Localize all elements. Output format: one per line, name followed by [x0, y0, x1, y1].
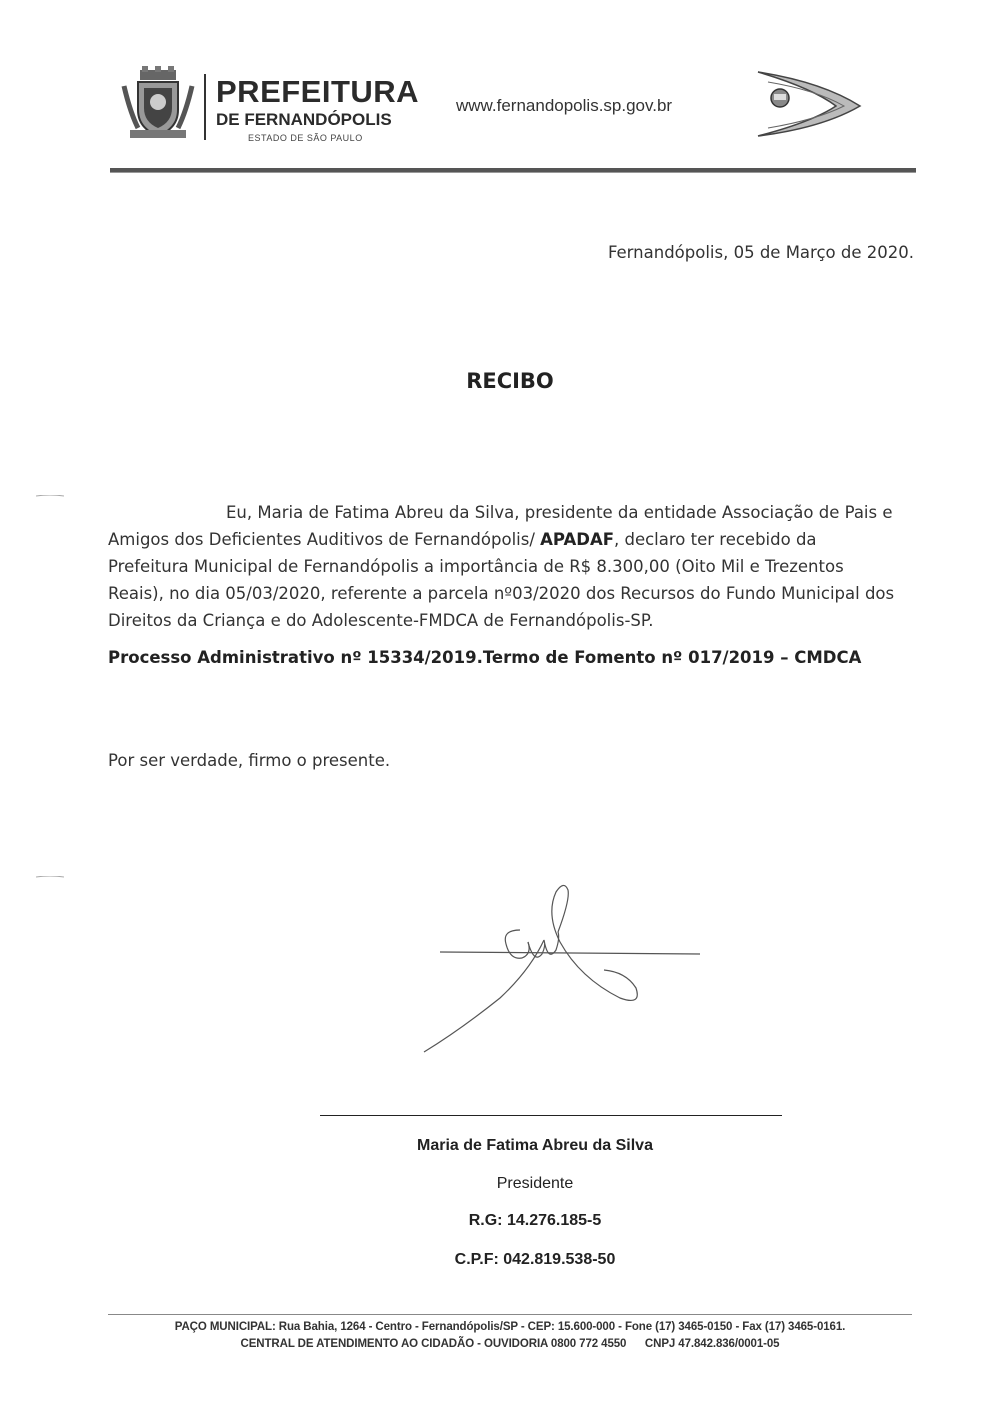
header-divider — [204, 74, 206, 140]
entity-acronym: APADAF — [540, 530, 614, 549]
signer-role: Presidente — [496, 1175, 574, 1192]
closing-statement: Por ser verdade, firmo o presente. — [108, 751, 391, 770]
signer-rg: R.G: 14.276.185-5 — [468, 1212, 602, 1229]
brand-state: ESTADO DE SÃO PAULO — [248, 133, 363, 143]
signer-cpf: C.P.F: 042.819.538-50 — [454, 1251, 616, 1268]
signer-name: Maria de Fatima Abreu da Silva — [417, 1137, 653, 1154]
brand-subtitle: DE FERNANDÓPOLIS — [216, 110, 392, 129]
municipal-crest-icon — [120, 66, 196, 142]
signature-line — [320, 1115, 782, 1116]
document-title: RECIBO — [466, 369, 554, 393]
website-link[interactable]: www.fernandopolis.sp.gov.br — [456, 96, 673, 115]
paragraph-text-start: Eu, Maria de Fatima Abreu da Silva, presidente da entidade Associação de Pais e Amigos dos Deficientes Auditivos de Fernandópolis/ — [108, 503, 893, 549]
brand-title: PREFEITURA — [216, 74, 420, 109]
paragraph-text-end: , declaro ter recebido da Prefeitura Municipal de Fernandópolis a importância de R$ 8.300,00 (Oito Mil e Trezentos Reais), no dia 05/03/2020, referente a parcela nº03/2020 dos Recursos do Fundo Municipal dos Direitos da Criança e do Adolescente-FMDCA de Fernandópolis-SP. — [108, 530, 895, 630]
secondary-logo-icon — [752, 66, 862, 142]
process-reference: Processo Administrativo nº 15334/2019.Termo de Fomento nº 017/2019 – CMDCA — [108, 648, 862, 667]
scan-mark — [36, 495, 64, 497]
header-rule — [110, 168, 916, 173]
handwritten-signature — [410, 880, 710, 1060]
scan-mark — [36, 876, 64, 878]
receipt-paragraph — [108, 499, 900, 634]
footer-contact: CENTRAL DE ATENDIMENTO AO CIDADÃO - OUVIDORIA 0800 772 4550 CNPJ 47.842.836/0001-05 — [240, 1338, 780, 1350]
footer-rule — [108, 1314, 912, 1315]
letter-date: Fernandópolis, 05 de Março de 2020. — [607, 243, 914, 262]
footer-address: PAÇO MUNICIPAL: Rua Bahia, 1264 - Centro - Fernandópolis/SP - CEP: 15.600-000 - Fone (17) 3465-0150 - Fax (17) 3465-0161. — [174, 1321, 846, 1333]
